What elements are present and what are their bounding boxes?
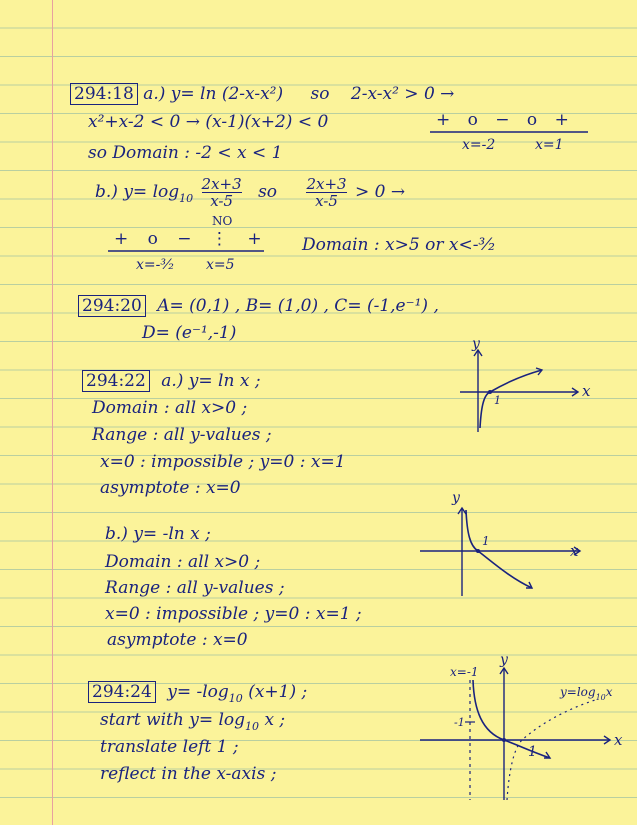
connector-word: so [258, 182, 278, 202]
y-axis-label: y [452, 490, 460, 506]
problem-18-line-b [95, 176, 405, 209]
asymptote-text: asymptote : x=0 [107, 630, 248, 650]
step-text [100, 710, 285, 733]
sign-chart-a-axis [430, 130, 590, 136]
step-text: translate left 1 ; [100, 737, 239, 757]
log-base: 10 [245, 720, 260, 733]
sign-chart-signs: + o − o + [436, 110, 575, 130]
x-axis-label: x [614, 731, 623, 749]
transformed-curve [473, 680, 550, 758]
numerator: 2x+3 [306, 175, 347, 193]
numerator: 2x+3 [201, 175, 242, 193]
points: D= (e⁻¹,-1) [142, 323, 237, 343]
equation: y= log [123, 182, 180, 202]
problem-label: 294:24 [88, 681, 156, 703]
domain-result: Domain : x>5 or x<-³⁄₂ [302, 235, 495, 255]
sign-chart-a [436, 110, 575, 130]
curve-label: $y=\log_{10}x$ [560, 685, 613, 702]
asymptote-label: x=-1 [450, 665, 479, 679]
origin-dot [502, 738, 506, 742]
step-text: reflect in the x-axis ; [100, 764, 277, 784]
problem-22-line-a [82, 371, 261, 391]
denominator: x-5 [210, 192, 234, 210]
log-base: 10 [179, 192, 194, 205]
x-intercept-dot [476, 549, 480, 553]
ln-curve [480, 370, 542, 428]
sign-chart-b-axis [108, 249, 268, 255]
critical-point: x=1 [535, 137, 564, 153]
neg-ln-curve [466, 510, 532, 588]
problem-18-line-a [70, 84, 454, 104]
range-text: Range : all y-values ; [92, 425, 272, 445]
domain-text: Domain : all x>0 ; [105, 552, 261, 572]
base-log-curve [507, 700, 595, 800]
part-label: a.) [143, 84, 166, 104]
x-intercept-dot [488, 390, 492, 394]
problem-label: 294:20 [78, 295, 146, 317]
inequality: > 0 → [354, 182, 406, 202]
problem-20-line-1 [78, 296, 439, 316]
equation-argument: (x+1) ; [248, 682, 308, 702]
part-label: b.) [95, 182, 118, 202]
equation: a.) y= ln x ; [161, 371, 261, 391]
x-axis-label: x [570, 542, 579, 560]
problem-label: 294:22 [82, 370, 150, 392]
connector-word: so [310, 84, 330, 104]
tick-label: -1 [454, 716, 465, 729]
intercepts-text: x=0 : impossible ; y=0 : x=1 ; [105, 604, 362, 624]
domain-text: Domain : all x>0 ; [92, 398, 248, 418]
equation: y= ln (2-x-x²) [170, 84, 284, 104]
y-axis-label: y [472, 336, 480, 352]
tick-label: 1 [494, 394, 501, 407]
tick-label: 1 [528, 744, 537, 760]
critical-point: x=-2 [462, 137, 496, 153]
sign-chart-b [114, 229, 269, 249]
tick-label: 1 [482, 534, 490, 548]
denominator: x-5 [315, 192, 338, 210]
range-text: Range : all y-values ; [105, 578, 285, 598]
graph-neg-log-x-plus-1 [410, 650, 625, 805]
step-end: x ; [264, 710, 286, 730]
sign-chart-signs: + o − ⋮ + [114, 229, 269, 249]
fraction [202, 176, 242, 209]
y-axis-label: y [500, 652, 508, 668]
graph-neg-ln-x [420, 488, 590, 598]
step-start: start with y= log [100, 710, 246, 730]
domain-result: so Domain : -2 < x < 1 [88, 143, 283, 163]
asymptote-text: asymptote : x=0 [100, 478, 241, 498]
fraction [306, 176, 346, 209]
no-marker: NO [212, 214, 233, 228]
inequality: x²+x-2 < 0 → (x-1)(x+2) < 0 [88, 112, 329, 132]
log-base: 10 [228, 692, 243, 705]
problem-label: 294:18 [70, 83, 138, 105]
equation: b.) y= -ln x ; [105, 524, 211, 544]
points: A= (0,1) , B= (1,0) , C= (-1,e⁻¹) , [157, 296, 439, 316]
graph-ln-x [450, 336, 600, 435]
x-axis-label: x [582, 382, 591, 400]
equation: y= -log [167, 682, 229, 702]
inequality: 2-x-x² > 0 → [350, 84, 455, 104]
problem-18-line-2 [88, 112, 328, 132]
critical-point: x=5 [206, 257, 235, 273]
problem-24-line-1 [88, 682, 307, 705]
critical-point: x=-³⁄₂ [136, 257, 174, 273]
intercepts-text: x=0 : impossible ; y=0 : x=1 [100, 452, 346, 472]
